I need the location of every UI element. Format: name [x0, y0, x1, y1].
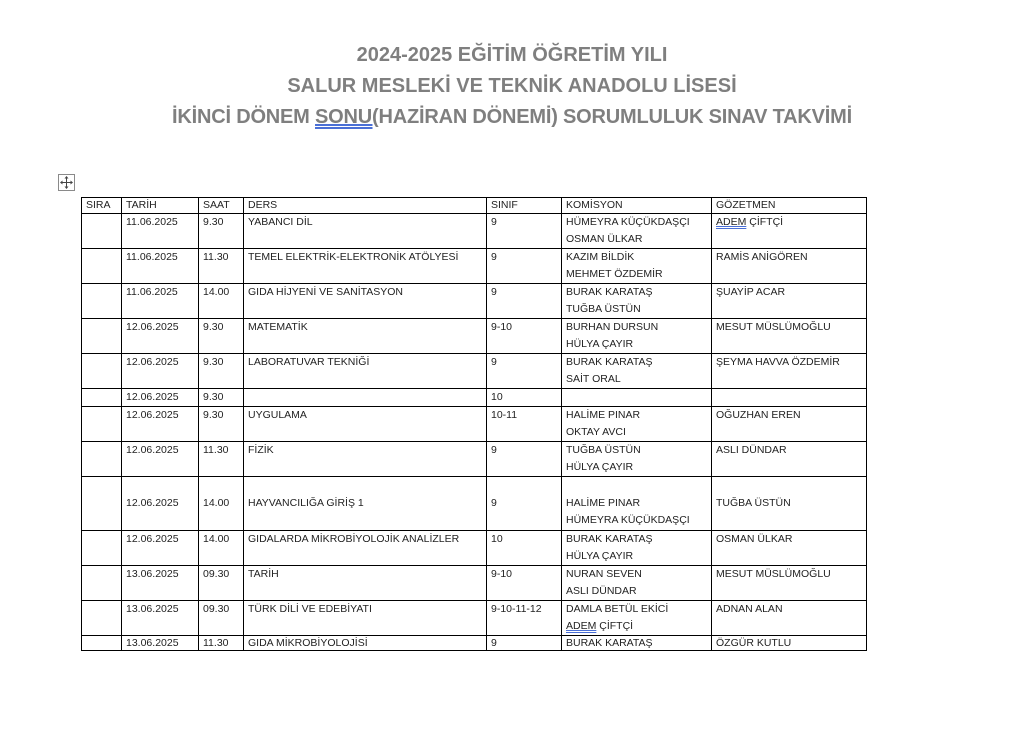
cell-saat: 9.30 [199, 407, 244, 442]
cell-saat: 9.30 [199, 319, 244, 354]
title-line-3-pre: İKİNCİ DÖNEM [172, 106, 316, 128]
header-tarih: TARİH [122, 198, 199, 214]
cell-gozetmen: ADNAN ALAN [712, 601, 867, 636]
header-ders: DERS [244, 198, 487, 214]
cell-ders: FİZİK [244, 442, 487, 477]
cell-komisyon [562, 442, 712, 477]
cell-gozetmen: MESUT MÜSLÜMOĞLU [712, 566, 867, 601]
cell-tarih [122, 477, 199, 531]
header-komisyon: KOMİSYON [562, 198, 712, 214]
cell-ders: GIDALARDA MİKROBİYOLOJİK ANALİZLER [244, 531, 487, 566]
komisyon-member: NURAN SEVEN [566, 568, 642, 580]
komisyon-member [566, 618, 707, 635]
cell-sinif: 9-10-11-12 [487, 601, 562, 636]
komisyon-member: HÜMEYRA KÜÇÜKDAŞÇI [566, 514, 690, 526]
cell-komisyon [562, 601, 712, 636]
komisyon-member: TUĞBA ÜSTÜN [566, 303, 641, 315]
cell-sira [82, 601, 122, 636]
cell-komisyon [562, 477, 712, 531]
cell-tarih: 12.06.2025 [122, 319, 199, 354]
cell-sira [82, 249, 122, 284]
table-header-row [82, 198, 867, 214]
komisyon-member: BURHAN DURSUN [566, 321, 659, 333]
cell-saat: 9.30 [199, 214, 244, 249]
exam-schedule-table [81, 197, 867, 651]
table-row [82, 636, 867, 651]
cell-komisyon [562, 566, 712, 601]
komisyon-member: BURAK KARATAŞ [566, 286, 653, 298]
cell-gozetmen: ÖZGÜR KUTLU [712, 636, 867, 651]
cell-tarih: 11.06.2025 [122, 284, 199, 319]
cell-tarih: 12.06.2025 [122, 442, 199, 477]
cell-gozetmen [712, 214, 867, 249]
table-row [82, 284, 867, 319]
header-sira: SIRA [82, 198, 122, 214]
cell-saat: 11.30 [199, 636, 244, 651]
cell-saat: 09.30 [199, 566, 244, 601]
cell-ders: TARİH [244, 566, 487, 601]
cell-sinif: 9 [487, 249, 562, 284]
komisyon-member: OKTAY AVCI [566, 426, 626, 438]
table-row [82, 531, 867, 566]
komisyon-last-name: ÇİFTÇİ [596, 620, 634, 632]
table-row [82, 354, 867, 389]
cell-komisyon [562, 531, 712, 566]
cell-ders: YABANCI DİL [244, 214, 487, 249]
cell-gozetmen [712, 389, 867, 407]
komisyon-member: ASLI DÜNDAR [566, 585, 637, 597]
title-line-3 [0, 102, 1024, 133]
cell-gozetmen: ŞUAYİP ACAR [712, 284, 867, 319]
cell-komisyon [562, 354, 712, 389]
komisyon-member: BURAK KARATAŞ [566, 356, 653, 368]
cell-sinif: 9 [487, 442, 562, 477]
cell-ders: UYGULAMA [244, 407, 487, 442]
table-row [82, 214, 867, 249]
cell-sinif: 10 [487, 389, 562, 407]
cell-sira [82, 477, 122, 531]
cell-saat: 11.30 [199, 249, 244, 284]
cell-tarih: 11.06.2025 [122, 214, 199, 249]
cell-gozetmen: OSMAN ÜLKAR [712, 531, 867, 566]
cell-gozetmen: RAMİS ANİGÖREN [712, 249, 867, 284]
cell-gozetmen [712, 477, 867, 531]
cell-ders [244, 477, 487, 531]
cell-sinif: 9 [487, 636, 562, 651]
cell-tarih: 11.06.2025 [122, 249, 199, 284]
komisyon-member: HALİME PINAR [566, 409, 641, 421]
cell-gozetmen: OĞUZHAN EREN [712, 407, 867, 442]
cell-sinif: 9 [487, 214, 562, 249]
cell-sira [82, 566, 122, 601]
cell-saat: 14.00 [199, 531, 244, 566]
cell-ders: GIDA HİJYENİ VE SANİTASYON [244, 284, 487, 319]
header-gozetmen: GÖZETMEN [712, 198, 867, 214]
title-line-3-underlined: SONU( [315, 106, 379, 128]
cell-sira [82, 284, 122, 319]
cell-ders: TEMEL ELEKTRİK-ELEKTRONİK ATÖLYESİ [244, 249, 487, 284]
cell-sinif [487, 477, 562, 531]
move-arrows-icon[interactable] [58, 174, 75, 191]
table-row [82, 477, 867, 531]
table-row [82, 389, 867, 407]
cell-tarih: 12.06.2025 [122, 354, 199, 389]
cell-sinif: 9 [487, 354, 562, 389]
cell-gozetmen: ASLI DÜNDAR [712, 442, 867, 477]
komisyon-member: SAİT ORAL [566, 373, 621, 385]
cell-tarih: 13.06.2025 [122, 636, 199, 651]
komisyon-member: BURAK KARATAŞ [566, 533, 653, 545]
cell-ders: MATEMATİK [244, 319, 487, 354]
cell-sira [82, 407, 122, 442]
cell-komisyon [562, 284, 712, 319]
cell-ders: TÜRK DİLİ VE EDEBİYATI [244, 601, 487, 636]
komisyon-member: HALİME PINAR [566, 497, 641, 509]
cell-tarih: 12.06.2025 [122, 531, 199, 566]
komisyon-member: MEHMET ÖZDEMİR [566, 268, 663, 280]
cell-sira [82, 214, 122, 249]
title-line-2: SALUR MESLEKİ VE TEKNİK ANADOLU LİSESİ [287, 75, 737, 97]
cell-saat: 9.30 [199, 354, 244, 389]
cell-saat: 11.30 [199, 442, 244, 477]
cell-sinif: 10-11 [487, 407, 562, 442]
komisyon-member: TUĞBA ÜSTÜN [566, 444, 641, 456]
cell-komisyon [562, 214, 712, 249]
komisyon-member: KAZIM BİLDİK [566, 251, 635, 263]
cell-gozetmen: ŞEYMA HAVVA ÖZDEMİR [712, 354, 867, 389]
cell-sinif: 10 [487, 531, 562, 566]
cell-komisyon [562, 249, 712, 284]
komisyon-first-name: ADEM [566, 620, 597, 632]
cell-komisyon [562, 319, 712, 354]
gozetmen-first-name: ADEM [716, 216, 747, 228]
tarih-value: 12.06.2025 [126, 497, 179, 509]
cell-sinif: 9 [487, 284, 562, 319]
cell-gozetmen: MESUT MÜSLÜMOĞLU [712, 319, 867, 354]
cell-ders: GIDA MİKROBİYOLOJİSİ [244, 636, 487, 651]
ders-value: HAYVANCILIĞA GİRİŞ 1 [248, 497, 364, 509]
title-line-1: 2024-2025 EĞİTİM ÖĞRETİM YILI [356, 44, 668, 66]
cell-tarih: 12.06.2025 [122, 407, 199, 442]
header-sinif: SINIF [487, 198, 562, 214]
title-line-3-post: HAZİRAN DÖNEMİ) SORUMLULUK SINAV TAKVİMİ [378, 106, 852, 128]
cell-komisyon [562, 407, 712, 442]
cell-saat [199, 477, 244, 531]
cell-saat: 09.30 [199, 601, 244, 636]
cell-ders [244, 389, 487, 407]
komisyon-member: HÜMEYRA KÜÇÜKDAŞÇI [566, 216, 690, 228]
table-row [82, 407, 867, 442]
cell-saat: 14.00 [199, 284, 244, 319]
cell-sira [82, 636, 122, 651]
gozetmen-value: TUĞBA ÜSTÜN [716, 497, 791, 509]
cell-komisyon [562, 389, 712, 407]
cell-sira [82, 531, 122, 566]
cell-sira [82, 319, 122, 354]
table-row [82, 442, 867, 477]
komisyon-member: HÜLYA ÇAYIR [566, 550, 634, 562]
cell-komisyon: BURAK KARATAŞ [562, 636, 712, 651]
cell-tarih: 12.06.2025 [122, 389, 199, 407]
table-row [82, 319, 867, 354]
komisyon-member: OSMAN ÜLKAR [566, 233, 643, 245]
cell-tarih: 13.06.2025 [122, 566, 199, 601]
table-row [82, 249, 867, 284]
komisyon-member: HÜLYA ÇAYIR [566, 338, 634, 350]
document-title [0, 40, 1024, 133]
cell-saat: 9.30 [199, 389, 244, 407]
saat-value: 14.00 [203, 497, 230, 509]
cell-sinif: 9-10 [487, 319, 562, 354]
table-row [82, 566, 867, 601]
cell-ders: LABORATUVAR TEKNİĞİ [244, 354, 487, 389]
cell-tarih: 13.06.2025 [122, 601, 199, 636]
header-saat: SAAT [199, 198, 244, 214]
cell-sira [82, 389, 122, 407]
komisyon-member: DAMLA BETÜL EKİCİ [566, 603, 669, 615]
komisyon-member: HÜLYA ÇAYIR [566, 461, 634, 473]
gozetmen-last-name: ÇİFTÇİ [746, 216, 784, 228]
cell-sira [82, 442, 122, 477]
cell-sinif: 9-10 [487, 566, 562, 601]
table-row [82, 601, 867, 636]
cell-sira [82, 354, 122, 389]
sinif-value: 9 [491, 497, 497, 509]
